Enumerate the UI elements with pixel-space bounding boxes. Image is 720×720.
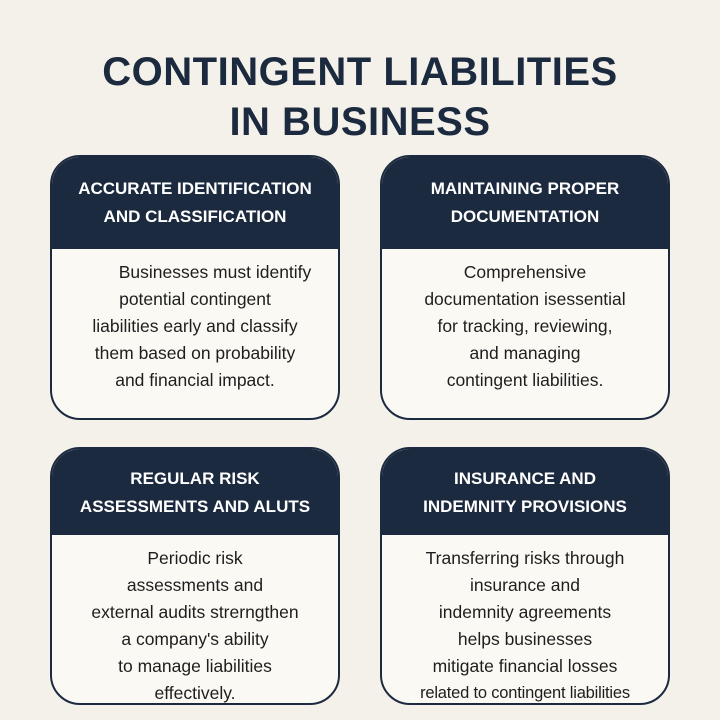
- card-body: [52, 535, 338, 705]
- card-body-line: insurance and: [470, 575, 580, 595]
- card-body-line: documentation isessential: [424, 289, 626, 309]
- card-accurate-identification: [50, 155, 340, 420]
- card-body-line: related to contingent liabilities: [420, 684, 630, 702]
- card-header: [382, 157, 668, 249]
- card-heading-line: AND CLASSIFICATION: [103, 207, 287, 226]
- card-body-line: effectively.: [154, 683, 236, 703]
- card-heading-line: INDEMNITY PROVISIONS: [423, 497, 627, 516]
- card-body-line: Transferring risks through: [425, 548, 625, 568]
- card-header: [382, 449, 668, 535]
- card-regular-risk-assessments: [50, 447, 340, 705]
- title-line-2: IN BUSINESS: [229, 99, 491, 144]
- card-heading-line: REGULAR RISK: [130, 469, 260, 488]
- card-body-line: them based on probability: [94, 343, 296, 363]
- card-body-line: Businesses must identify: [118, 262, 312, 282]
- card-header: [52, 157, 338, 249]
- card-body-line: contingent liabilities.: [446, 370, 604, 390]
- card-insurance-indemnity: [380, 447, 670, 705]
- card-body-line: external audits strerngthen: [91, 602, 299, 622]
- card-body-line: helps businesses: [457, 629, 593, 649]
- card-header: [52, 449, 338, 535]
- card-heading-line: INSURANCE AND: [454, 469, 596, 488]
- page-title: [0, 47, 720, 147]
- card-heading-line: MAINTAINING PROPER: [430, 179, 620, 198]
- card-body-line: a company's ability: [121, 629, 269, 649]
- card-body-line: assessments and: [126, 575, 264, 595]
- card-body-line: potential contingent: [119, 289, 271, 309]
- card-body-line: and financial impact.: [115, 370, 275, 390]
- card-heading-line: DOCUMENTATION: [450, 207, 600, 226]
- card-body-line: liabilities early and classify: [92, 316, 298, 336]
- card-heading-line: ACCURATE IDENTIFICATION: [78, 179, 312, 198]
- title-line-1: CONTINGENT LIABILITIES: [102, 49, 618, 94]
- card-body: [382, 249, 668, 394]
- card-body: [382, 535, 668, 705]
- card-maintaining-documentation: [380, 155, 670, 420]
- card-body-line: Comprehensive: [463, 262, 587, 282]
- card-body: [52, 249, 338, 394]
- card-body-line: mitigate financial losses: [432, 656, 618, 676]
- card-body-line: Periodic risk: [147, 548, 243, 568]
- card-body-line: to manage liabilities: [118, 656, 272, 676]
- card-body-line: and managing: [469, 343, 581, 363]
- card-body-line: indemnity agreements: [438, 602, 612, 622]
- card-heading-line: ASSESSMENTS AND ALUTS: [79, 497, 311, 516]
- card-body-line: for tracking, reviewing,: [437, 316, 613, 336]
